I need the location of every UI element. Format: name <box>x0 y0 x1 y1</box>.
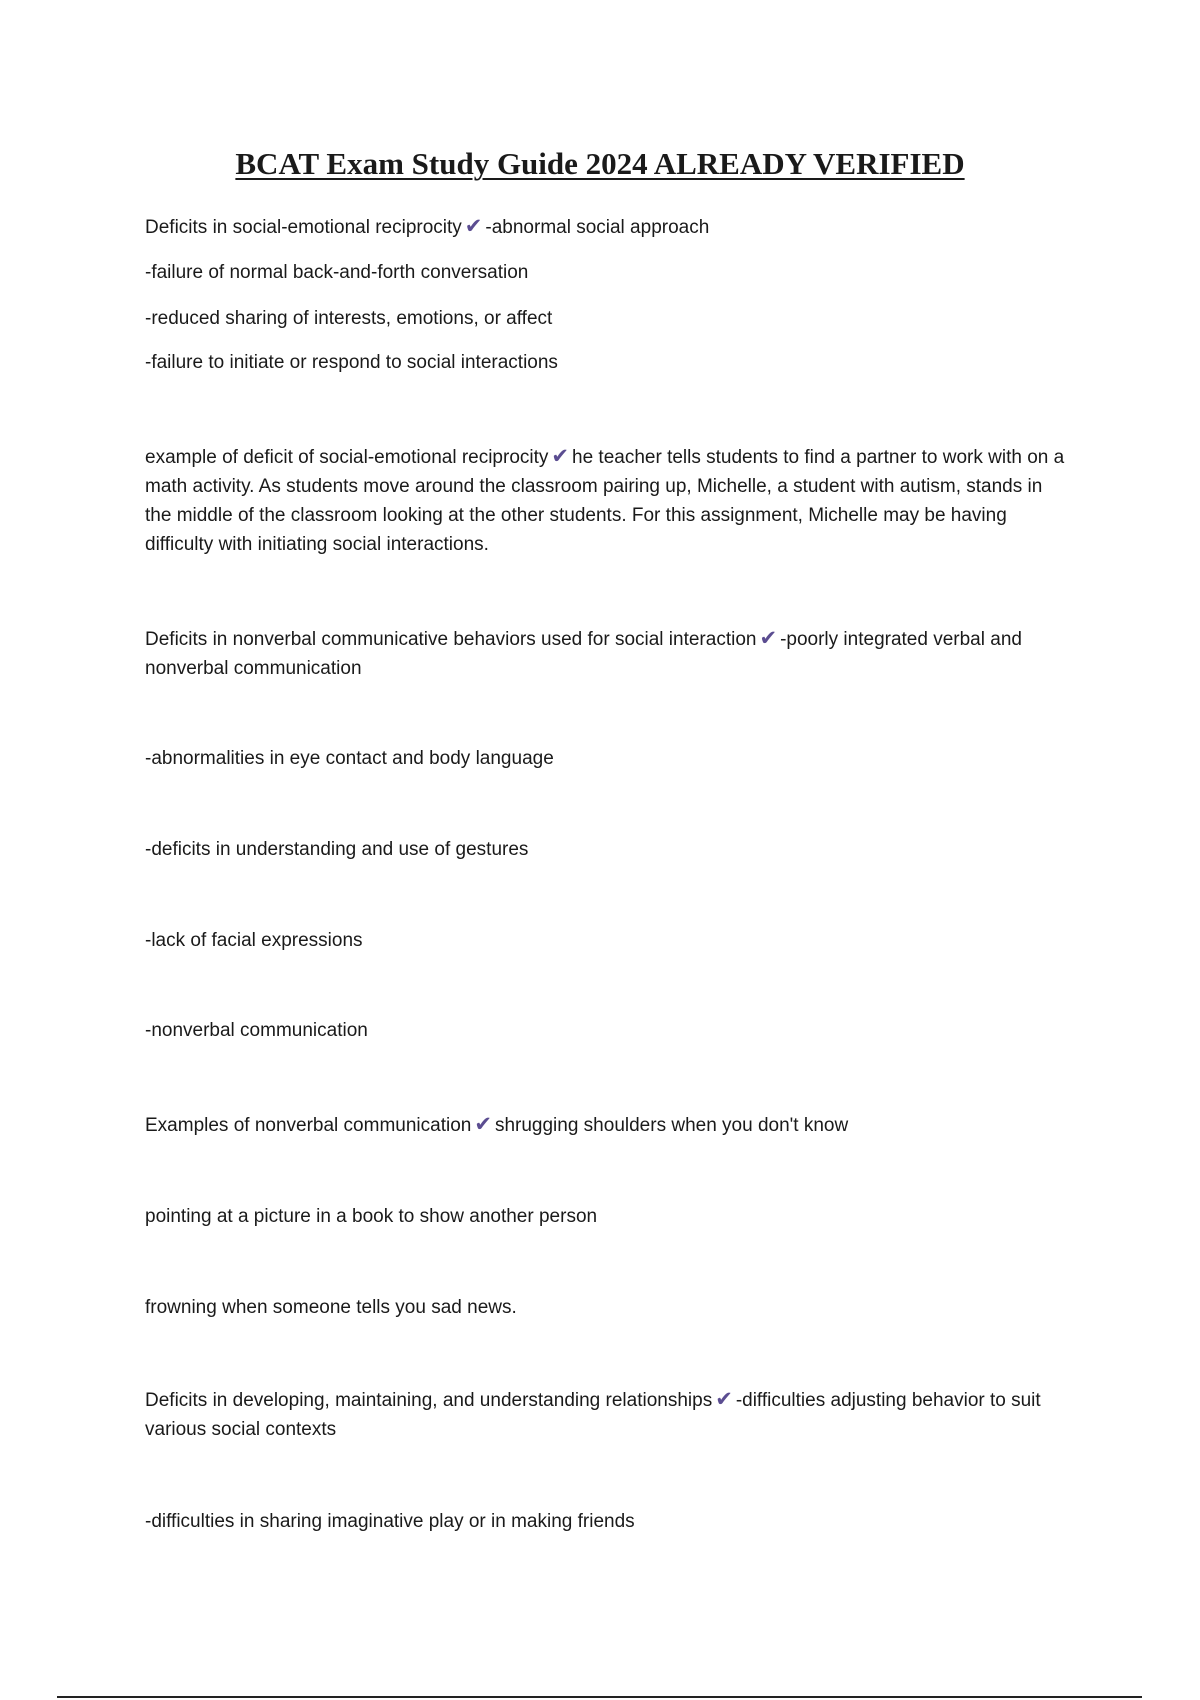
list-item: frowning when someone tells you sad news. <box>145 1297 517 1318</box>
answer-text: he teacher tells students to find a partner to work with on a math activity. As students move around the classroom pairing up, Michelle, a student with autism, stands in the middle of the classroom looking at the other students. For this assignment, Michelle may be having difficulty with initiating social interactions. <box>145 447 1065 555</box>
qa-entry-4 <box>145 1111 1065 1140</box>
question-text: Examples of nonverbal communication <box>145 1115 472 1136</box>
checkmark-icon: ✔ <box>715 1388 733 1411</box>
qa-entry-3 <box>145 625 1065 683</box>
list-item: -abnormalities in eye contact and body language <box>145 748 554 769</box>
question-text: Deficits in nonverbal communicative behaviors used for social interaction <box>145 629 757 650</box>
answer-text: -difficulties adjusting behavior to suit various social contexts <box>145 1390 1041 1440</box>
question-text: example of deficit of social-emotional reciprocity <box>145 447 549 468</box>
checkmark-icon: ✔ <box>474 1113 492 1136</box>
footer-divider <box>57 1696 1142 1698</box>
list-item: -lack of facial expressions <box>145 930 363 951</box>
question-text: Deficits in social-emotional reciprocity <box>145 217 462 238</box>
list-item: -failure of normal back-and-forth conversation <box>145 262 529 283</box>
checkmark-icon: ✔ <box>464 215 483 238</box>
answer-text: shrugging shoulders when you don't know <box>494 1115 849 1136</box>
list-item: -nonverbal communication <box>145 1020 368 1041</box>
checkmark-icon: ✔ <box>759 627 778 650</box>
page-title <box>0 144 1200 184</box>
qa-entry-2 <box>145 443 1065 559</box>
list-item: -failure to initiate or respond to social interactions <box>145 352 558 373</box>
page-title-text: BCAT Exam Study Guide 2024 ALREADY VERIFIED <box>235 146 965 181</box>
list-item: -deficits in understanding and use of gestures <box>145 839 529 860</box>
qa-entry-1 <box>145 213 1065 242</box>
checkmark-icon: ✔ <box>551 445 570 468</box>
list-item: pointing at a picture in a book to show another person <box>145 1206 598 1227</box>
question-text: Deficits in developing, maintaining, and understanding relationships <box>145 1390 713 1411</box>
qa-entry-5 <box>145 1386 1065 1444</box>
list-item: -difficulties in sharing imaginative play or in making friends <box>145 1511 635 1532</box>
answer-text: -abnormal social approach <box>485 217 710 238</box>
list-item: -reduced sharing of interests, emotions, or affect <box>145 308 553 329</box>
answer-text: -poorly integrated verbal and nonverbal communication <box>145 629 1022 679</box>
